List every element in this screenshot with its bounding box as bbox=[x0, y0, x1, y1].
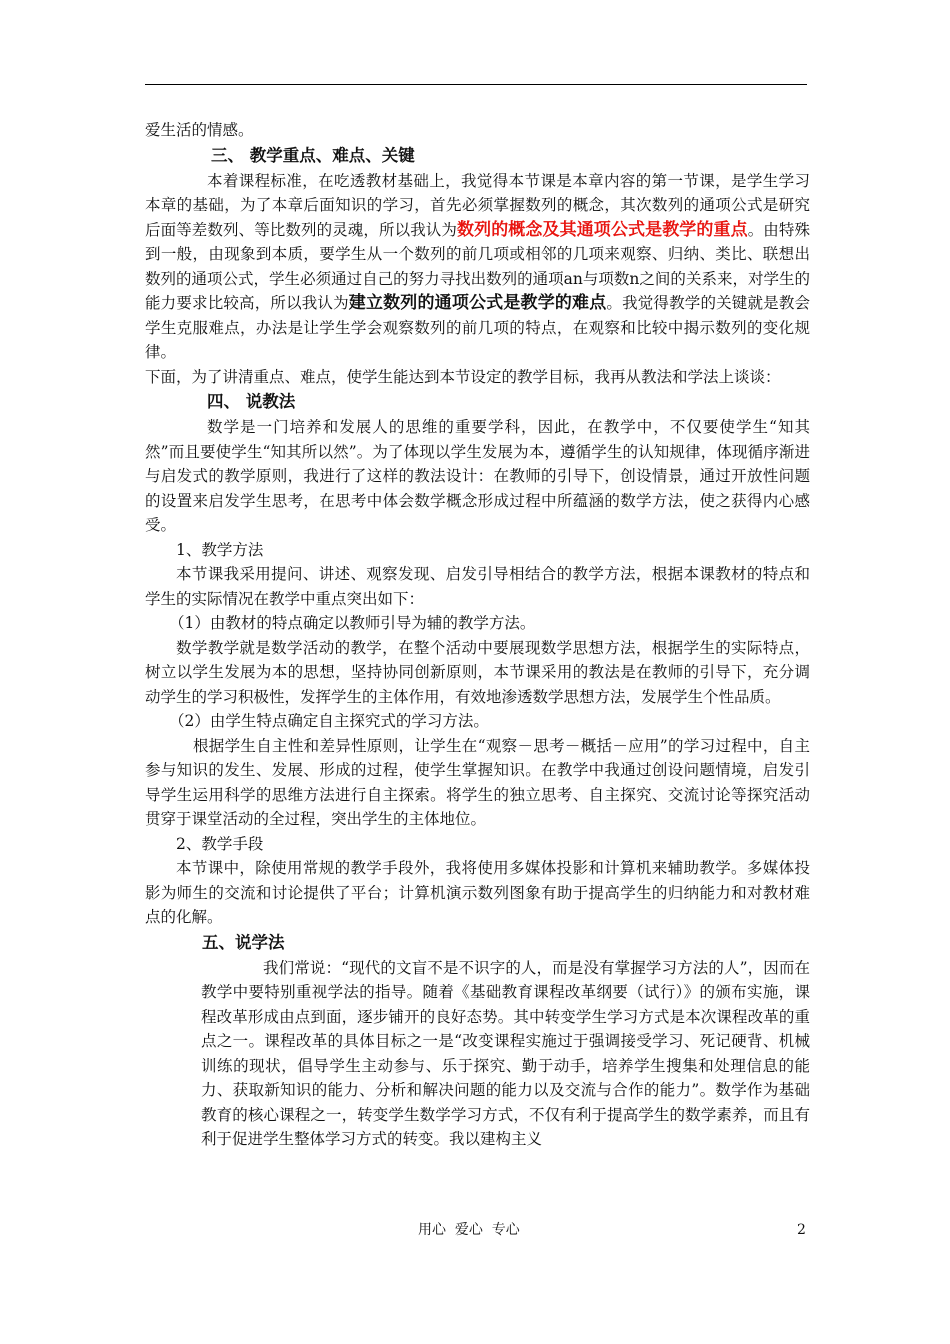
highlight-key-point: 数列的概念及其通项公式是教学的重点 bbox=[457, 219, 748, 240]
paragraph-teaching-method: 本节课我采用提问、讲述、观察发现、启发引导相结合的教学方法，根据本课教材的特点和学生的实际情况在教学中重点突出如下： bbox=[145, 565, 810, 608]
header-rule bbox=[145, 84, 807, 85]
subitem-2: （2）由学生特点确定自主探究式的学习方法。 bbox=[169, 712, 489, 730]
paragraph-teaching-tools: 本节课中，除使用常规的教学手段外，我将使用多媒体投影和计算机来辅助教学。多媒体投影为师生的交流和讨论提供了平台；计算机演示数列图象有助于提高学生的归纳能力和对教材难点的化解。 bbox=[145, 859, 810, 926]
text-run: 。由特殊到一般，由现象到本质，要学生从一个数列的前几项或相邻的几项来观察、归纳、类比、联想出数列的通项公式，学生必须通过自己的努力寻找出数列的通项an与项数n之间的关系来，对学生的能力要求比较高，所以我认为 bbox=[145, 220, 810, 312]
section-heading-4: 四、 说教法 bbox=[207, 392, 296, 411]
footer-motto: 用心 爱心 专心 bbox=[418, 1222, 520, 1238]
section-heading-5: 五、说学法 bbox=[202, 932, 285, 952]
paragraph-learning-method: 我们常说：“现代的文盲不是不识字的人，而是没有掌握学习方法的人”，因而在教学中要特别重视学法的指导。随着《基础教育课程改革纲要（试行）》的颁布实施，课程改革形成由点到面，逐步铺开的良好态势。其中转变学生学习方式是本次课程改革的重点之一。课程改革的具体目标之一是“改变课程实施过于强调接受学习、死记硬背、机械训练的现状，倡导学生主动参与、乐于探究、勤于动手，培养学生搜集和处理信息的能力、获取新知识的能力、分析和解决问题的能力以及交流与合作的能力”。数学作为基础教育的核心课程之一，转变学生数学学习方式，不仅有利于提高学生的数学素养，而且有利于促进学生整体学习方式的转变。我以建构主义 bbox=[201, 958, 810, 1148]
paragraph-teaching-method-intro: 数学是一门培养和发展人的思维的重要学科，因此，在教学中，不仅要使学生“知其然”而且要使学生“知其所以然”。为了体现以学生发展为本，遵循学生的认知规律，体现循序渐进与启发式的教学原则，我进行了这样的教法设计：在教师的引导下，创设情景，通过开放性问题的设置来启发学生思考，在思考中体会数学概念形成过程中所蕴涵的数学方法，使之获得内心感受。 bbox=[145, 418, 810, 534]
highlight-difficulty: 建立数列的通项公式是教学的难点 bbox=[348, 293, 607, 313]
paragraph-subitem-1: 数学教学就是数学活动的教学，在整个活动中要展现数学思想方法，根据学生的实际特点，树立以学生发展为本的思想，坚持协同创新原则，本节课采用的教法是在教师的引导下，充分调动学生的学习积极性，发挥学生的主体作用，有效地渗透数学思想方法，发展学生个性品质。 bbox=[145, 638, 810, 706]
document-body bbox=[145, 118, 810, 1152]
section-heading-3: 三、 教学重点、难点、关键 bbox=[211, 145, 415, 165]
paragraph-subitem-2: 根据学生自主性和差异性原则，让学生在“观察－思考－概括－应用”的学习过程中，自主参与知识的发生、发展、形成的过程，使学生掌握知识。在教学中我通过创设问题情境，启发引导学生运用科学的思维方法进行自主探索。将学生的独立思考、自主探究、交流讨论等探究活动贯穿于课堂活动的全过程，突出学生的主体地位。 bbox=[145, 736, 810, 828]
paragraph-transition: 下面，为了讲清重点、难点，使学生能达到本节设定的教学目标，我再从教法和学法上谈谈： bbox=[145, 367, 781, 386]
paragraph-closing: 爱生活的情感。 bbox=[145, 121, 254, 139]
paragraph-key-points bbox=[145, 169, 810, 365]
page-number: 2 bbox=[797, 1222, 806, 1238]
subheading-teaching-method: 1、教学方法 bbox=[176, 540, 264, 559]
text-run: 本着课程标准，在吃透教材基础上，我觉得本节课是本章内容的第一节课，是学生学习本章的基础，为了本章后面知识的学习，首先必须掌握数列的概念，其次数列的通项公式是研究后面等差数列、等比数列的灵魂，所以我认为 bbox=[145, 171, 810, 239]
subheading-teaching-tools: 2、教学手段 bbox=[176, 834, 264, 853]
subitem-1: （1）由教材的特点确定以教师引导为辅的教学方法。 bbox=[169, 614, 536, 632]
text-run: 。我觉得教学的关键就是教会学生克服难点，办法是让学生学会观察数列的前几项的特点，在观察和比较中揭示数列的变化规律。 bbox=[145, 294, 810, 361]
